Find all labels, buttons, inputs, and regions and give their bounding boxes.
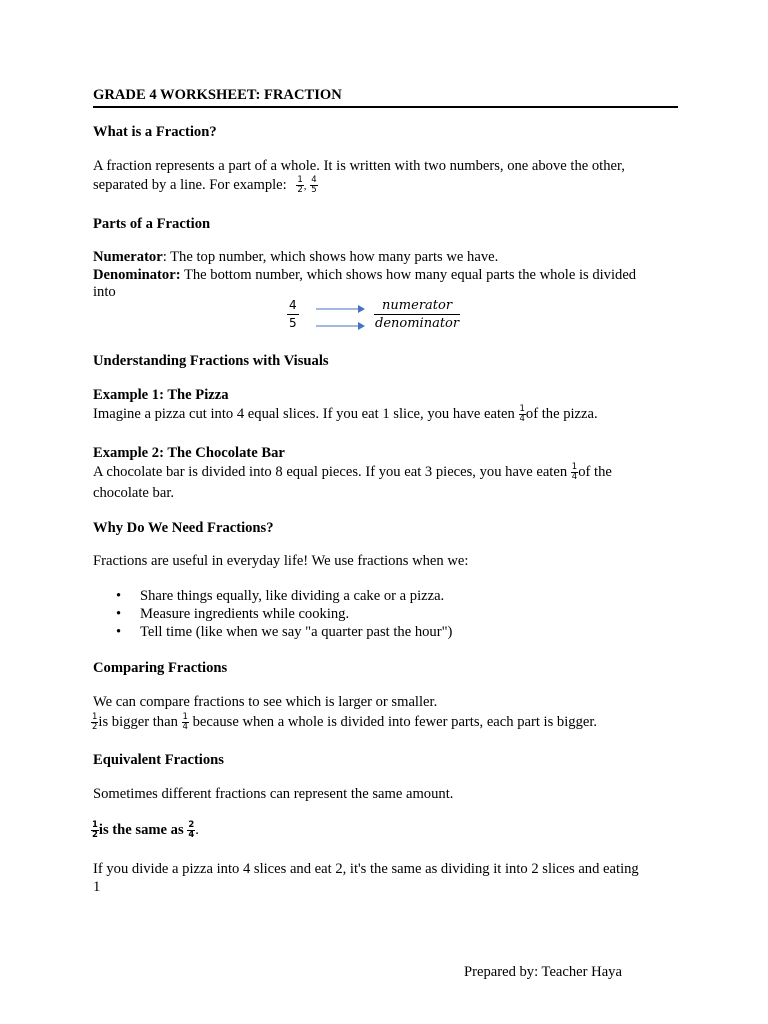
numerator-term: Numerator bbox=[93, 249, 163, 265]
numerator-text: : The top number, which shows how many parts we have. bbox=[162, 249, 499, 265]
example1-fraction: $\frac{1}{4}$ bbox=[519, 404, 525, 424]
heading-parts-of-fraction: Parts of a Fraction bbox=[93, 216, 211, 232]
compare-mid-text: is bigger than bbox=[98, 713, 178, 730]
example2-fraction: $\frac{1}{4}$ bbox=[571, 462, 578, 482]
fraction-definition-line2 bbox=[93, 176, 318, 195]
denominator-text: The bottom number, which shows how many equal parts the whole is divided bbox=[180, 267, 637, 283]
heading-understanding-visuals: Understanding Fractions with Visuals bbox=[93, 353, 329, 369]
list-item: • Share things equally, like dividing a cake or a pizza. bbox=[114, 587, 452, 605]
uses-list bbox=[114, 587, 452, 641]
diagram-labels bbox=[374, 297, 460, 332]
why-intro: Fractions are useful in everyday life! We use fractions when we: bbox=[93, 553, 469, 569]
fraction-definition-line1: A fraction represents a part of a whole. It is written with two numbers, one above the other, bbox=[93, 158, 625, 174]
equiv-fraction-two-quarters: $\frac{2}{4}$ bbox=[188, 820, 195, 840]
list-item: • Tell time (like when we say "a quarter past the hour") bbox=[114, 623, 452, 641]
example2-text-a: A chocolate bar is divided into 8 equal pieces. If you eat 3 pieces, you have eaten bbox=[93, 463, 568, 480]
heading-what-is-fraction: What is a Fraction? bbox=[93, 124, 217, 140]
compare-tail-text: because when a whole is divided into fewer parts, each part is bigger. bbox=[192, 713, 598, 730]
example-fraction-one-half: $\frac{1}{2}$ bbox=[297, 175, 303, 195]
denominator-term: Denominator: bbox=[93, 267, 181, 283]
equiv-fraction-one-half: $\frac{1}{2}$ bbox=[92, 820, 98, 840]
example2-text-b: of the bbox=[578, 463, 612, 480]
equivalent-intro: Sometimes different fractions can represent the same amount. bbox=[93, 786, 454, 802]
heading-equivalent-fractions: Equivalent Fractions bbox=[93, 752, 224, 768]
diagram-fraction bbox=[287, 297, 299, 332]
arrow-head-numerator bbox=[358, 305, 365, 313]
heading-comparing-fractions: Comparing Fractions bbox=[93, 660, 228, 676]
list-item: • Measure ingredients while cooking. bbox=[114, 605, 452, 623]
compare-fraction-one-quarter: $\frac{1}{4}$ bbox=[182, 712, 188, 732]
example2-title: Example 2: The Chocolate Bar bbox=[93, 445, 285, 461]
comparing-intro: We can compare fractions to see which is larger or smaller. bbox=[93, 694, 438, 710]
diagram-denominator: 5 bbox=[289, 316, 297, 330]
prepared-by-footer: Prepared by: Teacher Haya bbox=[464, 964, 622, 980]
title-underline bbox=[93, 106, 678, 108]
example2-text bbox=[93, 463, 612, 482]
compare-fraction-one-half: $\frac{1}{2}$ bbox=[92, 712, 98, 732]
arrow-head-denominator bbox=[358, 322, 365, 330]
example2-text-cont: chocolate bar. bbox=[93, 485, 175, 501]
label-numerator: numerator bbox=[374, 297, 460, 315]
equiv-mid-text: is the same as bbox=[98, 821, 184, 838]
example1-text bbox=[93, 405, 598, 424]
diagram-arrows bbox=[314, 300, 366, 336]
example-lead-text: separated by a line. For example: bbox=[93, 176, 287, 193]
example1-text-b: of the pizza. bbox=[525, 405, 598, 422]
example1-text-a: Imagine a pizza cut into 4 equal slices. If you eat 1 slice, you have eaten bbox=[93, 405, 515, 422]
example1-title: Example 1: The Pizza bbox=[93, 387, 229, 403]
label-denominator: denominator bbox=[375, 316, 460, 331]
example-fraction-four-fifths: $\frac{4}{5}$ bbox=[311, 175, 317, 195]
denominator-definition bbox=[93, 267, 636, 284]
worksheet-title: GRADE 4 WORKSHEET: FRACTION bbox=[93, 87, 342, 103]
example-separator: , bbox=[303, 179, 307, 192]
equivalent-explanation-line1: If you divide a pizza into 4 slices and eat 2, it's the same as dividing it into 2 slices and eating bbox=[93, 861, 639, 877]
numerator-definition bbox=[93, 249, 498, 266]
denominator-definition-cont: into bbox=[93, 284, 116, 300]
heading-why-fractions: Why Do We Need Fractions? bbox=[93, 520, 274, 536]
equivalent-example bbox=[91, 821, 199, 840]
diagram-numerator: 4 bbox=[287, 297, 299, 315]
comparing-example bbox=[91, 713, 597, 732]
equivalent-explanation-line2: 1 bbox=[93, 879, 101, 895]
equiv-period: . bbox=[195, 821, 199, 838]
